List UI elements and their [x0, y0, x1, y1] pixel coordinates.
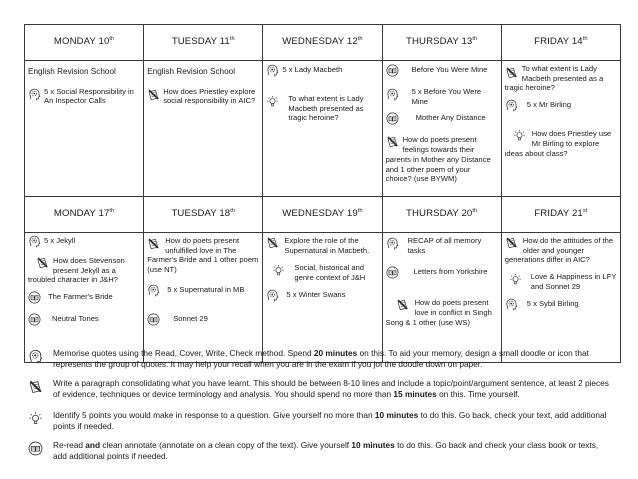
- pen-paper-icon: [396, 298, 409, 311]
- task-cell-monday: [25, 61, 144, 197]
- gear-head-icon: [386, 237, 399, 250]
- gear-head-icon: [28, 235, 41, 248]
- task-item: How does Priestley use Mr Birling to explore ideas about class?: [504, 129, 612, 158]
- lightbulb-icon: [266, 95, 279, 108]
- task-cell-wednesday: [263, 61, 382, 197]
- day-header: MONDAY 17th: [25, 197, 144, 233]
- lightbulb-icon: [509, 273, 522, 286]
- pen-paper-icon: [36, 256, 49, 269]
- task-item: How do the attitudes of the older and younger generations differ in AIC?: [504, 236, 614, 265]
- week2-header-row: [25, 197, 621, 233]
- key-paragraph: [26, 378, 612, 400]
- pen-paper-icon: [505, 236, 518, 249]
- book-icon: [386, 266, 399, 279]
- task-item: Social, historical and genre context of J&H: [266, 263, 378, 282]
- task-item: 5 x Sybil Birling: [505, 299, 617, 314]
- pen-paper-icon: [386, 135, 399, 148]
- key-reread: [26, 440, 612, 462]
- week1-header-row: [25, 25, 621, 61]
- task-item: RECAP of all memory tasks: [386, 236, 498, 255]
- key-points: [26, 410, 612, 432]
- gear-head-icon: [28, 88, 41, 101]
- day-header: WEDNESDAY 19th: [263, 197, 382, 233]
- book-icon: [386, 112, 399, 125]
- book-icon: [28, 291, 41, 304]
- task-item: Before You Were Mine: [386, 65, 498, 80]
- key-row: Re-read and clean annotate (annotate on a clean copy of the text). Give yourself 10 minutes to do this. Go back and check your class book or texts, add additional points if needed.: [26, 440, 612, 462]
- task-item: How do poets present love in conflict in Singh Song & 1 other (use WS): [385, 298, 492, 327]
- gear-head-icon: [505, 99, 518, 112]
- task-item: How do poets present feelings towards their parents in Mother any Distance and 1 other poem of your choice? (use BYWM): [385, 135, 491, 184]
- gear-head-icon: [386, 88, 399, 101]
- lightbulb-icon: [272, 264, 285, 277]
- gear-head-icon: [266, 64, 279, 77]
- task-cell-wednesday: [263, 233, 382, 363]
- task-cell-friday: [501, 61, 620, 197]
- day-header: WEDNESDAY 12th: [263, 25, 382, 61]
- task-item: Mother Any Distance: [386, 113, 498, 128]
- task-item: To what extent is Lady Macbeth presented as tragic heroine?: [266, 94, 378, 123]
- day-header: MONDAY 10th: [25, 25, 144, 61]
- task-item: How does Priestley explore social responsibility in AIC?: [147, 87, 259, 106]
- task-item: 5 x Lady Macbeth: [266, 65, 378, 80]
- gear-head-icon: [505, 298, 518, 311]
- book-icon: [386, 64, 399, 77]
- week1-tasks-row: [25, 61, 621, 197]
- week2-tasks-row: [25, 233, 621, 363]
- book-icon: [28, 313, 41, 326]
- book-icon: [28, 441, 43, 456]
- task-item: Explore the role of the Supernatural in Macbeth.: [266, 236, 378, 255]
- day-header: TUESDAY 11th: [144, 25, 263, 61]
- revision-timetable: [24, 24, 621, 363]
- task-cell-thursday: [382, 61, 501, 197]
- task-item: 5 x Supernatural in MB: [147, 285, 259, 300]
- gear-head-icon: [28, 349, 43, 364]
- task-item: How does Stevenson present Jekyll as a troubled character in J&H?: [28, 256, 125, 285]
- day-header: TUESDAY 18th: [144, 197, 263, 233]
- task-item: Love & Happiness in LFY and Sonnet 29: [505, 272, 617, 291]
- gear-head-icon: [147, 284, 160, 297]
- day-header: FRIDAY 14th: [501, 25, 620, 61]
- task-item: 5 x Social Responsibility in An Inspector Calls: [28, 87, 140, 106]
- task-item: 5 x Jekyll: [28, 236, 140, 251]
- key-row: Memorise quotes using the Read, Cover, Write, Check method. Spend 20 minutes on this. To aid your memory, design a small doodle or icon that represents the group of quotes. It may help your recall when you are in the exam if you jot the doodle down on paper.: [26, 348, 612, 370]
- task-cell-tuesday: [144, 233, 263, 363]
- task-item: Neutral Tones: [28, 314, 140, 329]
- task-item: 5 x Before You Were Mine: [386, 87, 498, 106]
- cell-heading: English Revision School: [147, 67, 236, 76]
- task-item: To what extent is Lady Macbeth presented as a tragic heroine?: [504, 64, 604, 93]
- gear-head-icon: [266, 289, 279, 302]
- task-item: 5 x Mr Birling: [505, 100, 617, 115]
- task-item: 5 x Winter Swans: [266, 290, 378, 305]
- key-row: Write a paragraph consolidating what you have learnt. This should be between 8-10 lines and include a topic/point/argument sentence, at least 2 pieces of evidence, techniques or device terminology and analysis. You should spend no more than 15 minutes on this. Time yourself.: [26, 378, 612, 400]
- pen-paper-icon: [28, 379, 43, 394]
- lightbulb-icon: [28, 411, 43, 426]
- lightbulb-icon: [513, 129, 526, 142]
- pen-paper-icon: [147, 237, 160, 250]
- task-item: Sonnet 29: [147, 314, 259, 329]
- day-header: FRIDAY 21st: [501, 197, 620, 233]
- day-header: THURSDAY 13th: [382, 25, 501, 61]
- pen-paper-icon: [266, 236, 279, 249]
- task-cell-thursday: [382, 233, 501, 363]
- key-row: Identify 5 points you would make in response to a question. Give yourself no more than 10 minutes to do this. Go back, check your text, add additional points if needed.: [26, 410, 612, 432]
- pen-paper-icon: [505, 66, 518, 79]
- pen-paper-icon: [147, 88, 160, 101]
- cell-heading: English Revision School: [28, 67, 116, 76]
- key-memorise: [26, 348, 612, 370]
- day-header: THURSDAY 20th: [382, 197, 501, 233]
- task-item: How do poets present unfulfilled love in The Farmer's Bride and 1 other poem (use NT): [147, 236, 259, 275]
- task-item: The Farmer's Bride: [28, 292, 140, 307]
- task-cell-tuesday: [144, 61, 263, 197]
- task-cell-monday: [25, 233, 144, 363]
- task-cell-friday: [501, 233, 620, 363]
- task-item: Letters from Yorkshire: [386, 267, 498, 282]
- book-icon: [147, 313, 160, 326]
